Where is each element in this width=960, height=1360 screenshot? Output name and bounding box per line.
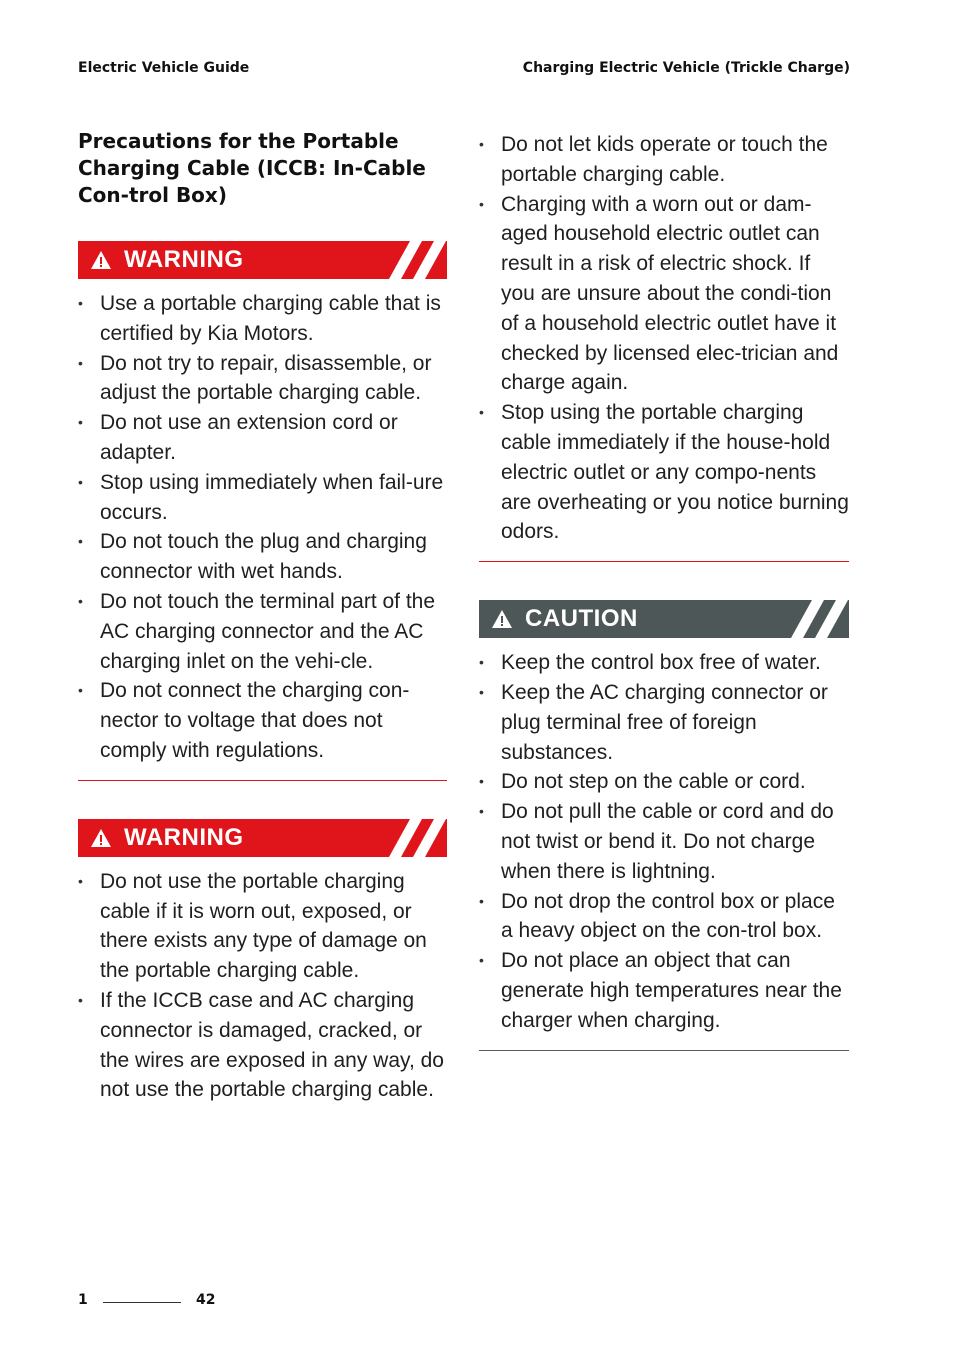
banner-slashes	[377, 819, 447, 857]
list-item: • Do not drop the control box or place a heavy object on the con-trol box.	[479, 887, 849, 947]
list-item: • Stop using the portable charging cable immediately if the house-hold electric outlet or any compo-nents are overheating or you notice burning odors.	[479, 398, 849, 547]
warning-triangle-icon	[90, 828, 112, 848]
list-item: • Do not try to repair, disassemble, or adjust the portable charging cable.	[78, 349, 447, 409]
list-item: • Keep the AC charging connector or plug terminal free of foreign substances.	[479, 678, 849, 767]
list-item: • Do not connect the charging con-nector to voltage that does not comply with regulations.	[78, 676, 447, 765]
list-item: • Do not step on the cable or cord.	[479, 767, 849, 797]
warning-label: WARNING	[124, 246, 244, 273]
banner-slashes	[779, 600, 849, 638]
caution-triangle-icon	[491, 609, 513, 629]
warning-banner	[78, 819, 447, 857]
list-item: • If the ICCB case and AC charging connector is damaged, cracked, or the wires are exposed in any way, do not use the portable charging cable.	[78, 986, 447, 1105]
list-item: • Do not use an extension cord or adapter.	[78, 408, 447, 468]
right-column	[479, 128, 849, 1051]
section-title: Precautions for the Portable Charging Cable (ICCB: In-Cable Con-trol Box)	[78, 129, 426, 207]
list-item: • Do not touch the plug and charging connector with wet hands.	[78, 527, 447, 587]
banner-slashes	[377, 241, 447, 279]
caution-label: CAUTION	[525, 605, 638, 633]
footer-divider	[103, 1302, 181, 1303]
warning-list-continued	[479, 130, 849, 547]
list-item: • Do not pull the cable or cord and do not twist or bend it. Do not charge when there is lightning.	[479, 797, 849, 886]
header-guide-title: Electric Vehicle Guide	[78, 60, 250, 76]
list-item: • Use a portable charging cable that is certified by Kia Motors.	[78, 289, 447, 349]
warning-label: WARNING	[124, 823, 244, 851]
list-item: • Do not place an object that can generate high temperatures near the charger when charging.	[479, 946, 849, 1035]
list-item: • Charging with a worn out or dam-aged household electric outlet can result in a risk of electric shock. If you are unsure about the condi-tion of a household electric outlet have it checked by licensed elec-trician and charge again.	[479, 190, 849, 399]
list-item: • Stop using immediately when fail-ure occurs.	[78, 468, 447, 528]
chapter-number: 1	[78, 1292, 88, 1308]
warning-banner	[78, 241, 447, 279]
page-number: 42	[196, 1292, 216, 1308]
caution-list	[479, 648, 849, 1035]
warning-list	[78, 289, 447, 766]
list-item: • Keep the control box free of water.	[479, 648, 849, 678]
list-item: • Do not use the portable charging cable if it is worn out, exposed, or there exists any type of damage on the portable charging cable.	[78, 867, 447, 986]
header-chapter-title: Charging Electric Vehicle (Trickle Charge)	[522, 60, 850, 76]
list-item: • Do not touch the terminal part of the AC charging connector and the AC charging inlet on the vehi-cle.	[78, 587, 447, 676]
caution-banner	[479, 600, 849, 638]
warning-list	[78, 867, 447, 1105]
warning-triangle-icon	[90, 250, 112, 270]
caution-end-rule	[479, 1050, 849, 1051]
list-item: • Do not let kids operate or touch the portable charging cable.	[479, 130, 849, 190]
left-column	[78, 128, 447, 1105]
